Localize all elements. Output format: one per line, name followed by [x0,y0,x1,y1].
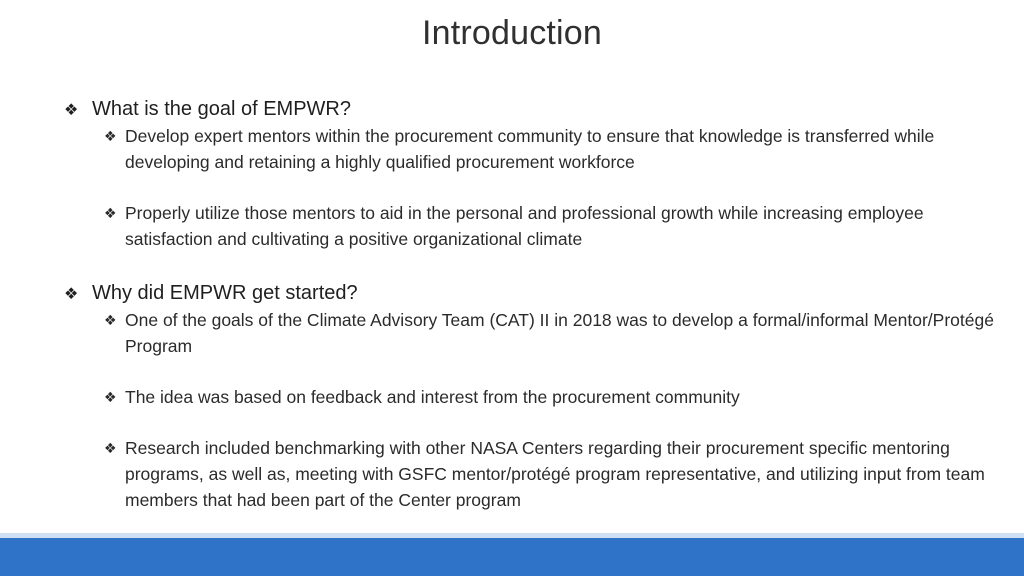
list-item [104,435,1004,513]
heading-text: Why did EMPWR get started? [92,282,358,304]
bullet-text: Research included benchmarking with other NASA Centers regarding their procurement specific mentoring programs, as well as, meeting with GSFC mentor/protégé program representative, and utilizing input from team members that had been part of the Center program [125,438,985,510]
list-item [104,384,1004,410]
bullet-text: One of the goals of the Climate Advisory Team (CAT) II in 2018 was to develop a formal/informal Mentor/Protégé Program [125,310,994,356]
diamond-bullet-icon: ❖ [104,312,117,328]
bullet-text: Develop expert mentors within the procurement community to ensure that knowledge is transferred while developing and retaining a highly qualified procurement workforce [125,126,935,172]
section-goal [64,98,1004,252]
section-heading [64,98,1004,121]
list-item [104,123,1004,175]
bullet-text: The idea was based on feedback and interest from the procurement community [125,387,740,407]
diamond-bullet-icon: ❖ [104,389,117,405]
diamond-bullet-icon: ❖ [104,440,117,456]
diamond-bullet-icon: ❖ [64,101,79,119]
slide-title: Introduction [421,14,603,52]
diamond-bullet-icon: ❖ [104,205,117,221]
footer-bar [0,533,1024,576]
section-origin [64,282,1004,513]
heading-text: What is the goal of EMPWR? [92,98,351,120]
bullet-text: Properly utilize those mentors to aid in the personal and professional growth while increasing employee satisfaction and cultivating a positive organizational climate [125,203,924,249]
diamond-bullet-icon: ❖ [104,128,117,144]
list-item [104,200,1004,252]
list-item [104,307,1004,359]
diamond-bullet-icon: ❖ [64,285,79,303]
section-heading [64,282,1004,305]
